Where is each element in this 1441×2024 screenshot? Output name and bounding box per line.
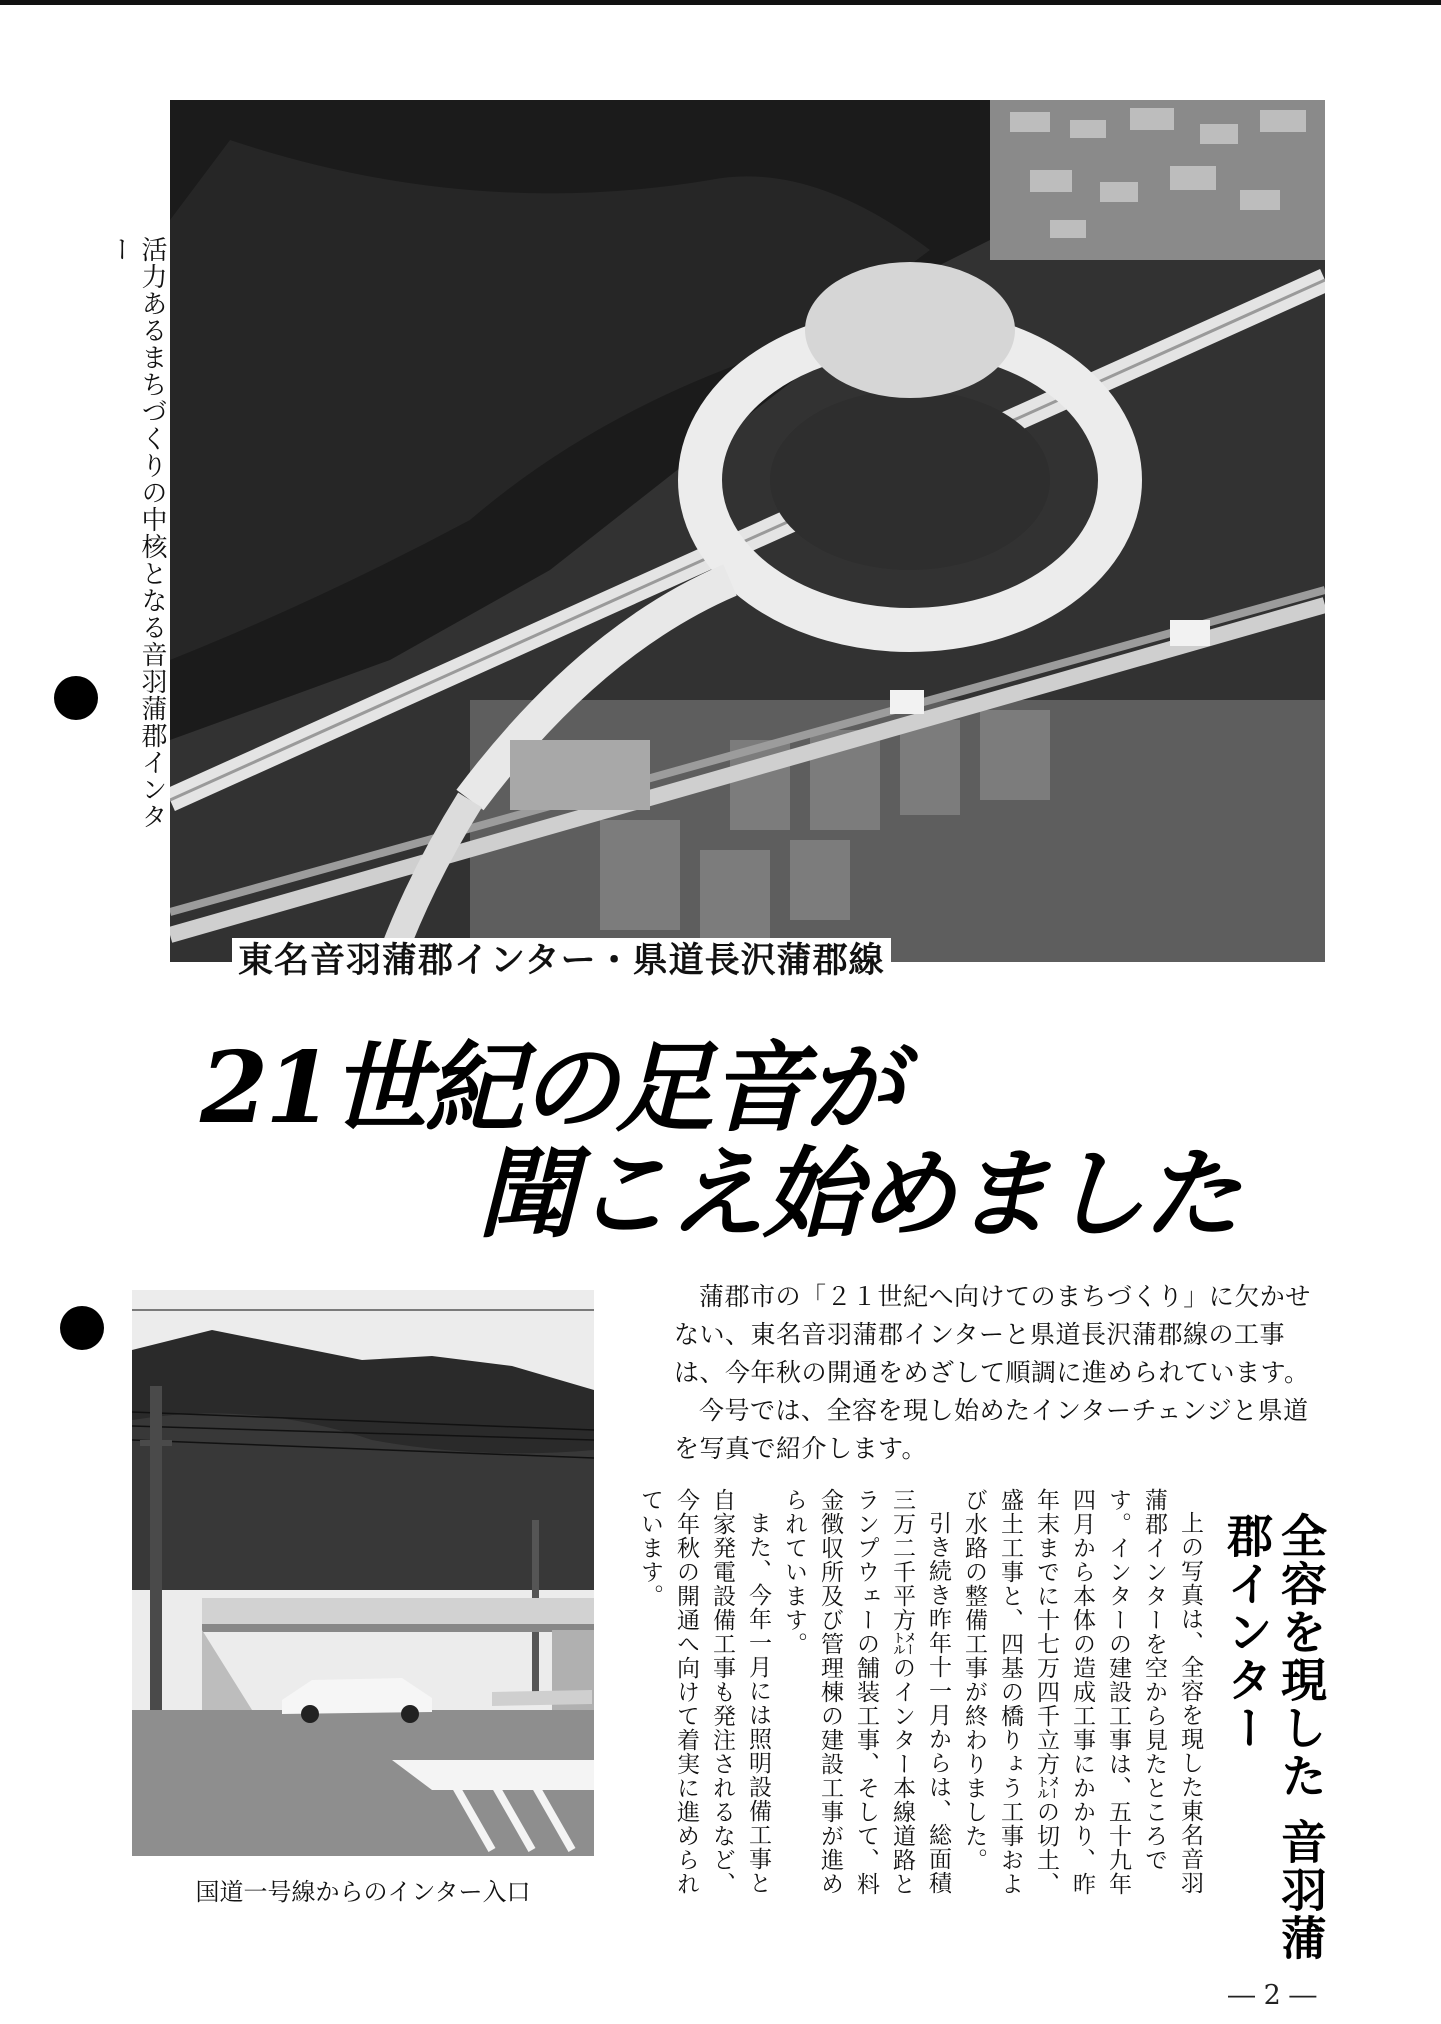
aerial-photo-interchange <box>170 100 1325 962</box>
article-body-vertical <box>618 1488 1208 1908</box>
article-heading: 全容を現した 音羽蒲郡インター <box>1220 1512 1328 1963</box>
street-photo-interchange-entrance <box>132 1290 594 1856</box>
punch-hole-mark <box>54 676 98 720</box>
top-border-rule <box>0 0 1441 5</box>
intro-text: 今号では、全容を現し始めたインターチェンジと県道を写真で紹介します。 <box>674 1396 1309 1463</box>
article-paragraph: 上の写真は、全容を現した東名音羽蒲郡インターを空から見たところです。インターの建設工事は、五十九年四月から本体の造成工事にかかり、昨年末までに十七万四千立方㍍の切土、盛土工事と、四基の橋りょう工事および水路の整備工事が終わりました。 <box>961 1488 1203 1896</box>
article-paragraph: 引き続き昨年十一月からは、総面積三万二千平方㍍のインター本線道路とランプウェーの舗装工事、そして、料金徴収所及び管理棟の建設工事が進められています。 <box>781 1488 951 1896</box>
street-photo-caption: 国道一号線からのインター入口 <box>195 1878 531 1906</box>
headline-line-1: 21世紀の足音が <box>200 1031 901 1146</box>
intro-text: 蒲郡市の「２１世紀へ向けてのまちづくり」に欠かせない、東名音羽蒲郡インターと県道長沢蒲郡線の工事は、今年秋の開通をめざして順調に進められています。 <box>674 1282 1311 1387</box>
punch-hole-mark <box>60 1306 104 1350</box>
vertical-side-label: 活力あるまちづくりの中核となる音羽蒲郡インター <box>105 236 167 830</box>
intro-paragraph <box>674 1278 1324 1468</box>
page-number: ― 2 ― <box>1228 1980 1317 2011</box>
article-paragraph: また、今年一月には照明設備工事と自家発電設備工事も発注されるなど、今年秋の開通へ向けて着実に進められています。 <box>637 1488 771 1896</box>
headline-line-2: 聞こえ始めました <box>478 1137 1239 1252</box>
aerial-photo-caption: 東名音羽蒲郡インター・県道長沢蒲郡線 <box>232 938 891 984</box>
